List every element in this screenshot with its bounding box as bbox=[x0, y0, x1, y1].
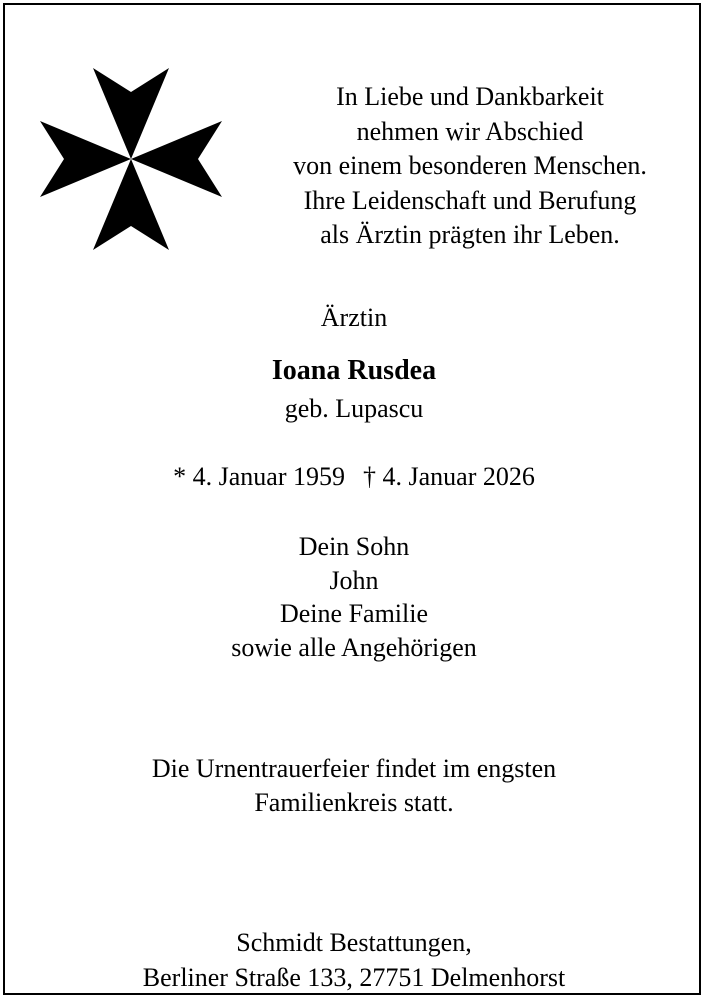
intro-line: nehmen wir Abschied bbox=[356, 116, 584, 146]
family-signatures bbox=[0, 530, 708, 664]
family-line: Deine Familie bbox=[279, 599, 428, 628]
death-date: 4. Januar 2026 bbox=[382, 462, 535, 491]
intro-line: von einem besonderen Menschen. bbox=[293, 151, 647, 180]
dagger-icon: † bbox=[363, 462, 376, 491]
family-line: John bbox=[329, 565, 379, 595]
intro-line: Ihre Leidenschaft und Berufung bbox=[303, 185, 637, 215]
intro-line: In Liebe und Dankbarkeit bbox=[336, 82, 604, 111]
ceremony-line: Die Urnentrauerfeier findet im engsten bbox=[151, 754, 557, 783]
undertaker-line: Berliner Straße 133, 27751 Delmenhorst bbox=[142, 962, 566, 992]
maltese-cross-icon bbox=[38, 66, 224, 252]
ceremony-notice bbox=[0, 752, 708, 819]
deceased-title-text: Ärztin bbox=[320, 303, 388, 332]
ceremony-line: Familienkreis statt. bbox=[254, 787, 454, 817]
family-line: sowie alle Angehörigen bbox=[231, 632, 477, 662]
undertaker-line: Schmidt Bestattungen, bbox=[236, 928, 472, 957]
undertaker-info bbox=[0, 926, 708, 995]
deceased-title bbox=[0, 303, 708, 333]
deceased-name-text: Ioana Rusdea bbox=[271, 355, 437, 386]
life-dates bbox=[0, 462, 708, 492]
family-line: Dein Sohn bbox=[298, 532, 410, 561]
maiden-name bbox=[0, 394, 708, 424]
maiden-name-text: geb. Lupascu bbox=[284, 394, 424, 423]
deceased-name bbox=[0, 355, 708, 387]
birth-date: * 4. Januar 1959 bbox=[173, 462, 345, 491]
intro-line: als Ärztin prägten ihr Leben. bbox=[320, 220, 620, 249]
intro-text bbox=[260, 80, 680, 253]
